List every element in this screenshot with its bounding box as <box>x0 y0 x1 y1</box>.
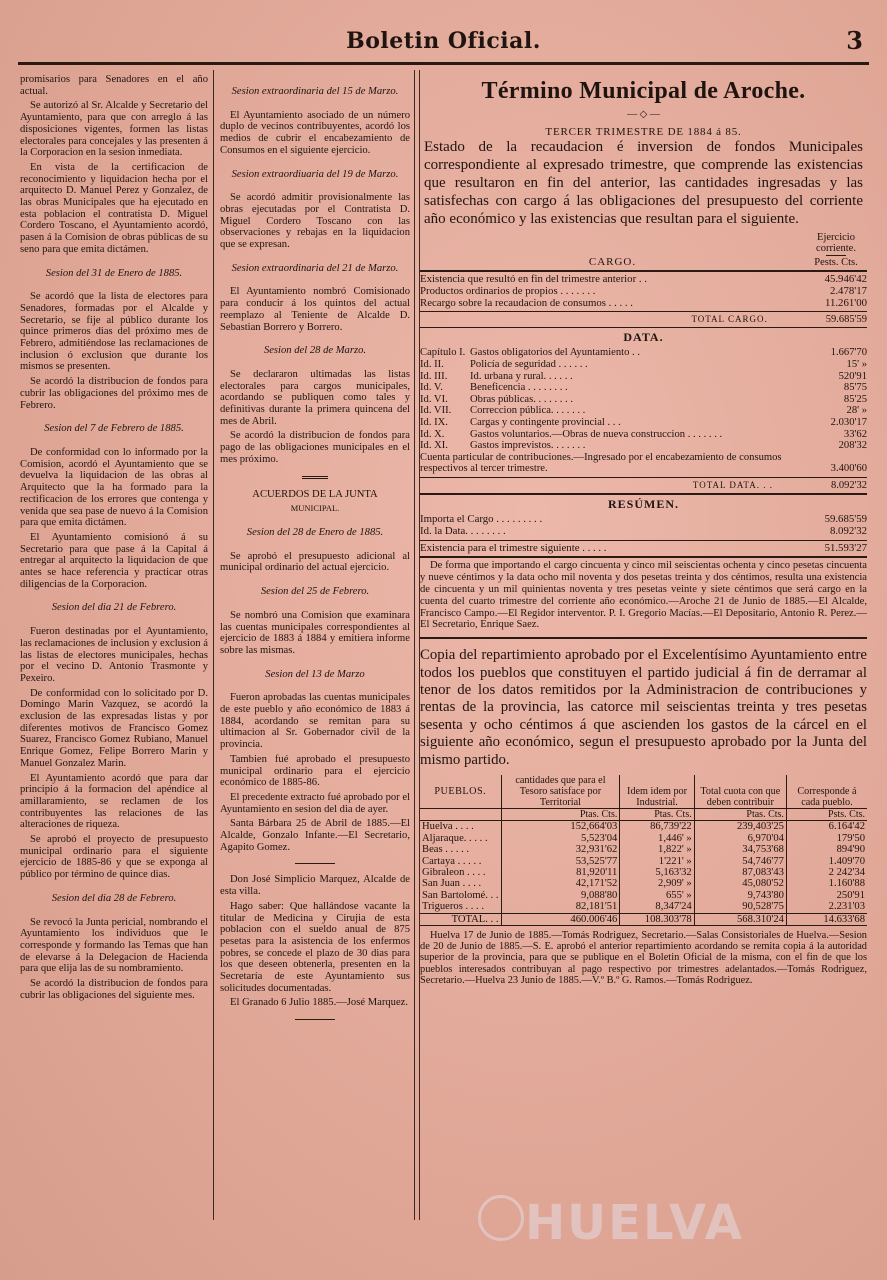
cell-value: 45,080'52 <box>694 878 786 889</box>
data-row-cap: Id. V. <box>420 382 443 394</box>
table-row <box>420 821 867 833</box>
paragraph: Se declararon ultimadas las listas electorales para cargos municipales, acordando se publiquen como tales y definitivas durante la primera quincena del mes de Abril. <box>220 368 410 427</box>
cell-value: 5,523'04 <box>501 833 620 844</box>
resumen-row-value: 8.092'32 <box>829 524 867 537</box>
total-cargo-row <box>420 314 867 325</box>
paragraph: Hago saber: Que hallándose vacante la titular de Medicina y Cirujia de esta poblacion con el sueldo anual de 875 pesetas para la asistencia de los enfermos pobres, se concede el plazo de 30 dias para los que deseen obtenerla, presenten en la Secretaría de este Ayuntamiento sus solicitudes documentadas. <box>220 900 410 994</box>
cargo-row <box>420 298 867 310</box>
data-row-txt: Policía de seguridad . . . . . . <box>470 358 588 370</box>
header-rule <box>18 62 869 65</box>
paragraph: Fueron destinadas por el Ayuntamiento, las reclamaciones de inclusion y exclusion á las listas de electores municipales, hechas por el vecino D. Antonio Trasmonte y Pexeiro. <box>20 626 208 684</box>
resumen-rows <box>420 514 867 538</box>
paragraph: Don José Simplicio Marquez, Alcalde de esta villa. <box>220 874 410 898</box>
total-label: TOTAL. . . <box>420 913 501 925</box>
watermark-logo-icon <box>478 1195 524 1241</box>
data-row-val: 33'62 <box>843 428 867 440</box>
data-row-val: 85'75 <box>843 382 867 394</box>
session-heading: Sesion del dia 28 de Febrero. <box>51 892 177 904</box>
total-row <box>420 913 867 925</box>
session-heading: Sesion del 28 de Marzo. <box>263 345 367 357</box>
paragraph: Se acordó que la lista de electores para Senadores, formadas por el Alcalde y Secretario, se fije al público durante los quince primeros dias del próximo mes de Febrero, admitiéndose las reclamaciones de inclusion ó exclusion que durante los mismos se presenten. <box>20 291 208 373</box>
paragraph: El Ayuntamiento nombró Comisionado para conducir á los quintos del actual reemplazo al Teniente de Alcalde D. Sebastian Borrero y Borrero. <box>220 286 410 333</box>
total-data-row <box>420 480 867 491</box>
units-row <box>420 808 867 820</box>
total-cargo-label: TOTAL CARGO. <box>691 314 768 325</box>
session-heading: Sesion del 7 de Febrero de 1885. <box>44 423 184 435</box>
cell-value: 9,088'80 <box>501 890 620 901</box>
paragraph: De conformidad con lo solicitado por D. Domingo Marin Vazquez, se acordó la exclusion de las expresadas listas y por diferentes motivos de Francisco Gomez Suarez, Francisco Gomez Rubiano, Manuel Enrique Gomez, Felipe Borrero Marin y Manuel Gonzalez Marin. <box>20 687 208 769</box>
unit-label: Ptas. Cts. <box>501 808 620 820</box>
cell-value: 2.231'03 <box>786 901 867 913</box>
cell-value: 87,083'43 <box>694 867 786 878</box>
session-heading: Sesion del 28 de Enero de 1885. <box>246 526 384 538</box>
data-row <box>420 382 867 394</box>
paragraph: Se revocó la Junta pericial, nombrando el Ayuntamiento los individuos que le corresponde y formando las Temas que han de elevarse á la Delegacion de Hacienda para que elija las de su nombramiento. <box>20 916 208 975</box>
cell-value: 655' » <box>620 890 694 901</box>
cargo-row-value: 45.946'42 <box>824 273 867 285</box>
table-row <box>420 890 867 901</box>
data-row <box>420 417 867 429</box>
cell-value: 8,347'24 <box>620 901 694 913</box>
existencia-value: 51.593'27 <box>824 541 867 554</box>
data-heading: DATA. <box>623 330 664 345</box>
paragraph: El Ayuntamiento comisionó á su Secretario para que pase á la Capital á entregar al arquitecto la liquidacion de que antes se hace referencia y practicar otras diligencias de la Corporacion. <box>20 531 208 590</box>
column-1 <box>20 74 208 1005</box>
ornament-divider: — ◇ — <box>627 109 660 120</box>
data-row-txt: Gastos voluntarios.—Obras de nueva construccion . . . . . . . <box>470 428 723 440</box>
cell-value: 1,822' » <box>620 844 694 855</box>
unit-label: Psts. Cts. <box>786 808 867 820</box>
cell-value: 152,664'03 <box>501 821 620 833</box>
session-heading: Sesion del 31 de Enero de 1885. <box>45 267 183 279</box>
data-row <box>420 440 867 452</box>
resumen-heading: RESÚMEN. <box>607 496 679 511</box>
cell-value: 1.160'88 <box>786 878 867 889</box>
total-data-label: TOTAL DATA. . . <box>692 479 773 490</box>
pueblo-name: Aljaraque. . . . . <box>422 832 488 844</box>
cargo-row-value: 2.478'17 <box>829 284 867 297</box>
data-row-txt: Cargas y contingente provincial . . . <box>470 416 621 428</box>
column-2 <box>220 74 410 1030</box>
data-row <box>420 371 867 383</box>
paragraph: Se aprobó el proyecto de presupuesto municipal ordinario para el siguiente ejercicio de 1885-86 y que se exponga al público por término de quince dias. <box>20 834 208 881</box>
cuenta-value: 3.400'60 <box>830 463 867 475</box>
paragraph: En vista de la certificacion de reconocimiento y liquidacion hecha por el arquitecto D. Manuel Perez y Gonzalez, de las obras Municipales que ha ejecutado en esta poblacion el contratista D. Miguel Cordero Toscano, el Ayuntamiento acordó, pasen á la Comision de obras públicas de su seno para que emita dictámen. <box>20 161 208 255</box>
resumen-row-label: Importa el Cargo . . . . . . . . . <box>420 512 543 525</box>
pests-label: Pests. Cts. <box>814 257 858 268</box>
session-heading: Sesion extraordinaria del 21 de Marzo. <box>231 262 399 274</box>
cell-value: 2 242'34 <box>786 867 867 878</box>
session-heading: Sesion del 25 de Febrero. <box>260 586 370 598</box>
paragraph: Tambien fué aprobado el presupuesto municipal ordinario para el ejercicio económico de 1885-86. <box>220 753 410 789</box>
pueblo-name: Beas . . . . . <box>422 844 470 856</box>
total-value: 108.303'78 <box>620 913 694 925</box>
paragraph: El Ayuntamiento acordó que para dar principio á la formacion del apéndice al amillaramiento, se reclamen de los contribuyentes las relaciones de las alteraciones de riqueza. <box>20 772 208 831</box>
data-row-cap: Capítulo I. <box>420 347 466 359</box>
data-row-val: 520'91 <box>838 370 867 382</box>
section-heading: ACUERDOS DE LA JUNTA <box>252 488 378 500</box>
paragraph: De conformidad con lo informado por la Comision, acordó el Ayuntamiento que se devuelva la liquidacion de las obras al Arquitecto que la ha formado para la rectificacion de los errores que contenga y venida que sea pase de nuevo á la Comision para que emita dictámen. <box>20 446 208 529</box>
data-row-cap: Id. III. <box>420 370 448 382</box>
paragraph: Santa Bárbara 25 de Abril de 1885.—El Alcalde, Gonzalo Infante.—El Secretario, Agapito Gomez. <box>220 818 410 853</box>
paragraph: Se acordó la distribucion de fondos para pago de las obligaciones municipales en el mes próximo. <box>220 430 410 465</box>
cell-value: 34,753'68 <box>694 844 786 855</box>
cell-value: 42,171'52 <box>501 878 620 889</box>
resumen-row-label: Id. la Data. . . . . . . . <box>420 524 506 537</box>
data-row-val: 85'25 <box>843 393 867 405</box>
page-number: 3 <box>846 26 863 55</box>
unit-label: Ptas. Cts. <box>694 808 786 820</box>
total-cargo-value: 59.685'59 <box>825 314 867 326</box>
total-value: 460.006'46 <box>501 913 620 925</box>
cell-value: 5,163'32 <box>620 867 694 878</box>
existencia-row <box>420 543 867 555</box>
cell-value: 81,920'11 <box>501 867 620 878</box>
th-industrial: Idem idem por Industrial. <box>620 775 694 809</box>
data-row-cap: Id. VI. <box>420 393 448 405</box>
total-value: 568.310'24 <box>694 913 786 925</box>
data-row <box>420 429 867 441</box>
session-heading: Sesion del dia 21 de Febrero. <box>51 602 177 614</box>
th-total-cuota: Total cuota con que deben contribuir <box>694 775 786 809</box>
data-row-val: 28' » <box>846 405 867 417</box>
cell-value: 250'91 <box>786 890 867 901</box>
data-row-val: 1.667'70 <box>830 347 867 359</box>
resumen-row <box>420 514 867 526</box>
table-row <box>420 878 867 889</box>
rule <box>420 327 867 328</box>
data-row <box>420 405 867 417</box>
data-rows <box>420 347 867 451</box>
cargo-row-value: 11.261'00 <box>824 296 867 309</box>
cell-value: 179'50 <box>786 833 867 844</box>
data-row-txt: Obras públicas. . . . . . . . <box>470 393 573 405</box>
pueblo-name: Cartaya . . . . . <box>422 855 482 867</box>
cargo-row <box>420 286 867 298</box>
cuenta-row <box>420 452 867 475</box>
paragraph: Se aprobó el presupuesto adicional al municipal ordinario del actual ejercicio. <box>220 550 410 574</box>
rule <box>420 540 867 541</box>
paragraph: promisarios para Senadores en el año actual. <box>20 74 208 97</box>
pueblo-name: Huelva . . . . <box>422 821 474 833</box>
paragraph: Se nombró una Comision que examinara las cuentas municipales correspondientes al ejercicio de 1883 á 1884 y emitiera informe sobre las mismas. <box>220 609 410 656</box>
th-corresponde: Corresponde á cada pueblo. <box>786 775 867 809</box>
pueblo-name: San Bartolomé. . . <box>422 889 499 901</box>
data-row-cap: Id. VII. <box>420 405 452 417</box>
existencia-label: Existencia para el trimestre siguiente . . . . . <box>420 541 607 554</box>
cell-value: 82,181'51 <box>501 901 620 913</box>
paragraph: Se acordó la distribucion de fondos para cubrir las obligaciones del próximo mes de Febrero. <box>20 376 208 411</box>
units-blank <box>420 808 501 820</box>
unit-label: Ptas. Cts. <box>620 808 694 820</box>
repartimiento-table <box>420 775 867 926</box>
paragraph: El Ayuntamiento asociado de un número duplo de vecinos contribuyentes, acordó los medios de cubrir el encabezamiento de Consumos en el siguiente ejercicio. <box>220 109 410 156</box>
column-3 <box>420 74 867 986</box>
small-rule <box>826 255 846 256</box>
watermark-text: HUELVA <box>525 1195 744 1251</box>
cell-value: 239,403'25 <box>694 821 786 833</box>
data-row-txt: Gastos obligatorios del Ayuntamiento . . <box>470 347 640 359</box>
rule <box>420 493 867 495</box>
masthead <box>18 28 869 64</box>
cell-value: 1'221' » <box>620 856 694 867</box>
pueblo-name: Gibraleon . . . . <box>422 866 486 878</box>
trimester-heading: TERCER TRIMESTRE DE 1884 á 85. <box>545 126 742 138</box>
data-row <box>420 359 867 371</box>
data-row-cap: Id. IX. <box>420 416 448 428</box>
session-heading: Sesion extraordiuaria del 19 de Marzo. <box>231 168 399 180</box>
data-row-val: 15' » <box>846 358 867 370</box>
cell-value: 9,743'80 <box>694 890 786 901</box>
cargo-row-label: Recargo sobre la recaudacion de consumos . . . . . <box>420 296 633 309</box>
cargo-row-label: Productos ordinarios de propios . . . . . . . <box>420 284 596 297</box>
data-row-cap: Id. XI. <box>420 440 448 452</box>
data-row <box>420 394 867 406</box>
paragraph: Se autorizó al Sr. Alcalde y Secretario del Ayuntamiento, para que con arreglo á las disposiciones vigentes, formen las listas electorales para concejales y las presenten á la Corporacion en la sesion inmediata. <box>20 100 208 159</box>
table-row <box>420 856 867 867</box>
separator-rule <box>295 1019 335 1020</box>
cell-value: 90,528'75 <box>694 901 786 913</box>
column-divider <box>213 70 214 1220</box>
cell-value: 2,909' » <box>620 878 694 889</box>
paragraph: El Granado 6 Julio 1885.—José Marquez. <box>230 997 408 1009</box>
cell-value: 1.409'70 <box>786 856 867 867</box>
resumen-row-value: 59.685'59 <box>824 512 867 525</box>
data-row-cap: Id. X. <box>420 428 445 440</box>
cell-value: 53,525'77 <box>501 856 620 867</box>
cell-value: 54,746'77 <box>694 856 786 867</box>
th-pueblos: PUEBLOS. <box>434 785 487 797</box>
paragraph: Se acordó la distribucion de fondos para cubrir las obligaciones del siguiente mes. <box>20 978 208 1001</box>
paragraph: Fueron aprobadas las cuentas municipales de este pueblo y año económico de 1883 á 1884, acordando se remitan para su ultimacion al Sr. Gobernador civil de la provincia. <box>220 692 410 751</box>
data-row-txt: Id. urbana y rural. . . . . . <box>470 370 573 382</box>
table-row <box>420 867 867 878</box>
section-subheading: MUNICIPAL. <box>290 503 340 514</box>
resumen-row <box>420 526 867 538</box>
session-heading: Sesion del 13 de Marzo <box>265 668 365 680</box>
section-title: Término Municipal de Aroche. <box>481 78 806 104</box>
table-row <box>420 833 867 844</box>
cargo-rows <box>420 274 867 309</box>
data-row-val: 2.030'17 <box>830 416 867 428</box>
session-heading: Sesion extraordinaria del 15 de Marzo. <box>231 86 399 97</box>
data-row-txt: Correccion pública. . . . . . . <box>470 405 586 417</box>
th-territorial: cantidades que para el Tesoro satisface por Territorial <box>501 775 620 809</box>
estado-text: Estado de la recaudacion é inversion de fondos Municipales correspondiente al expresado trimestre, que comprende las existencias que resultaron en fin del anterior, las cantidades ingresadas y las satisfechas con cargo á las obligaciones del presupuesto del corriente año económico y las existencias que resultan para el siguiente. <box>424 139 863 227</box>
data-row-txt: Gastos imprevistos. . . . . . . <box>470 440 586 452</box>
double-separator <box>302 476 328 479</box>
cargo-header <box>420 232 867 268</box>
data-row-val: 208'32 <box>838 440 867 452</box>
cell-value: 32,931'62 <box>501 844 620 855</box>
table-row <box>420 901 867 913</box>
final-paragraph: Huelva 17 de Junio de 1885.—Tomás Rodriguez, Secretario.—Salas Consistoriales de Huelva.—Sesion de 20 de Junio de 1885.—S. E. aprobó el anterior repartimiento acordando se remita copia á la autoridad superior de la provincia, para que se publique en el Boletin Oficial de la misma, con el fin de que los pueblos interesados contribuyan al pago respectivo por trimestres adelantados.—Tomás Rodriguez, Secretario.—Huelva 23 Junio de 1885.—V.º B.º G. Ramos.—Tomás Rodriguez. <box>420 930 867 986</box>
total-value: 14.633'68 <box>786 913 867 925</box>
rule <box>420 311 867 312</box>
copia-heading: Copia del repartimiento aprobado por el Excelentísimo Ayuntamiento entre todos los pueblos que constituyen el partido judicial á fin de derramar al tenor de los datos remitidos por la Administracion de contribuciones y rentas de la provincia, las catorce mil seiscientas treinta y tres pesetas sesenta y ocho céntimos á que ascienden los gastos de la cárcel en el siguiente año económico, segun el presupuesto aprobado por la Junta del mismo partido. <box>420 647 867 768</box>
pueblo-name: San Juan . . . . <box>422 878 482 890</box>
rule <box>420 477 867 478</box>
pueblo-name: Trigueros . . . . <box>422 901 485 913</box>
data-row-cap: Id. II. <box>420 358 444 370</box>
paragraph: Se acordó admitir provisionalmente las obras ejecutadas por el Contratista D. Miguel Cordero Toscano con las observaciones y rebajas en la liquidacion que se expresan. <box>220 192 410 251</box>
total-data-value: 8.092'32 <box>830 479 867 491</box>
data-row-txt: Beneficencia . . . . . . . . <box>470 382 568 394</box>
cell-value: 6.164'42 <box>786 821 867 833</box>
cargo-row-label: Existencia que resultó en fin del trimestre anterior . . <box>420 273 647 285</box>
column-divider <box>414 70 415 1220</box>
cell-value: 86,739'22 <box>620 821 694 833</box>
newspaper-title: Boletin Oficial. <box>346 28 541 54</box>
cargo-label: CARGO. <box>588 256 637 268</box>
cell-value: 1,446' » <box>620 833 694 844</box>
cell-value: 6,970'04 <box>694 833 786 844</box>
cuenta-text: Cuenta particular de contribuciones.—Ingresado por el encabezamiento de consumos respectivos al tercer trimestre. <box>420 451 782 475</box>
data-row <box>420 347 867 359</box>
paragraph: El precedente extracto fué aprobado por el Ayuntamiento en sesion del dia de ayer. <box>220 791 411 815</box>
separator-rule <box>295 863 335 864</box>
table-row <box>420 844 867 855</box>
rule <box>420 556 867 558</box>
cell-value: 894'90 <box>786 844 867 855</box>
closing-paragraph: De forma que importando el cargo cincuenta y cinco mil seiscientas ochenta y cinco pesetas cincuenta y nueve céntimos y la data ocho mil noventa y dos pesetas treinta y dos céntimos, resulta una existencia de cincuenta y un mil quinientas noventa y tres pesetas veinte y siete céntimos que será cargo en la cuenta del cuarto trimestre del corriente año económico.—Aroche 21 de Junio de 1885.—El Alcalde, Francisco Campo.—El Regidor interventor. P. I. Gregorio Macías.—El Depositario, Antonio R. Perez.—El Secretario, Enrique Saez. <box>420 560 867 631</box>
section-rule <box>420 637 867 639</box>
ejercicio-label: Ejercicio corriente. <box>816 232 856 254</box>
rule <box>420 270 867 272</box>
